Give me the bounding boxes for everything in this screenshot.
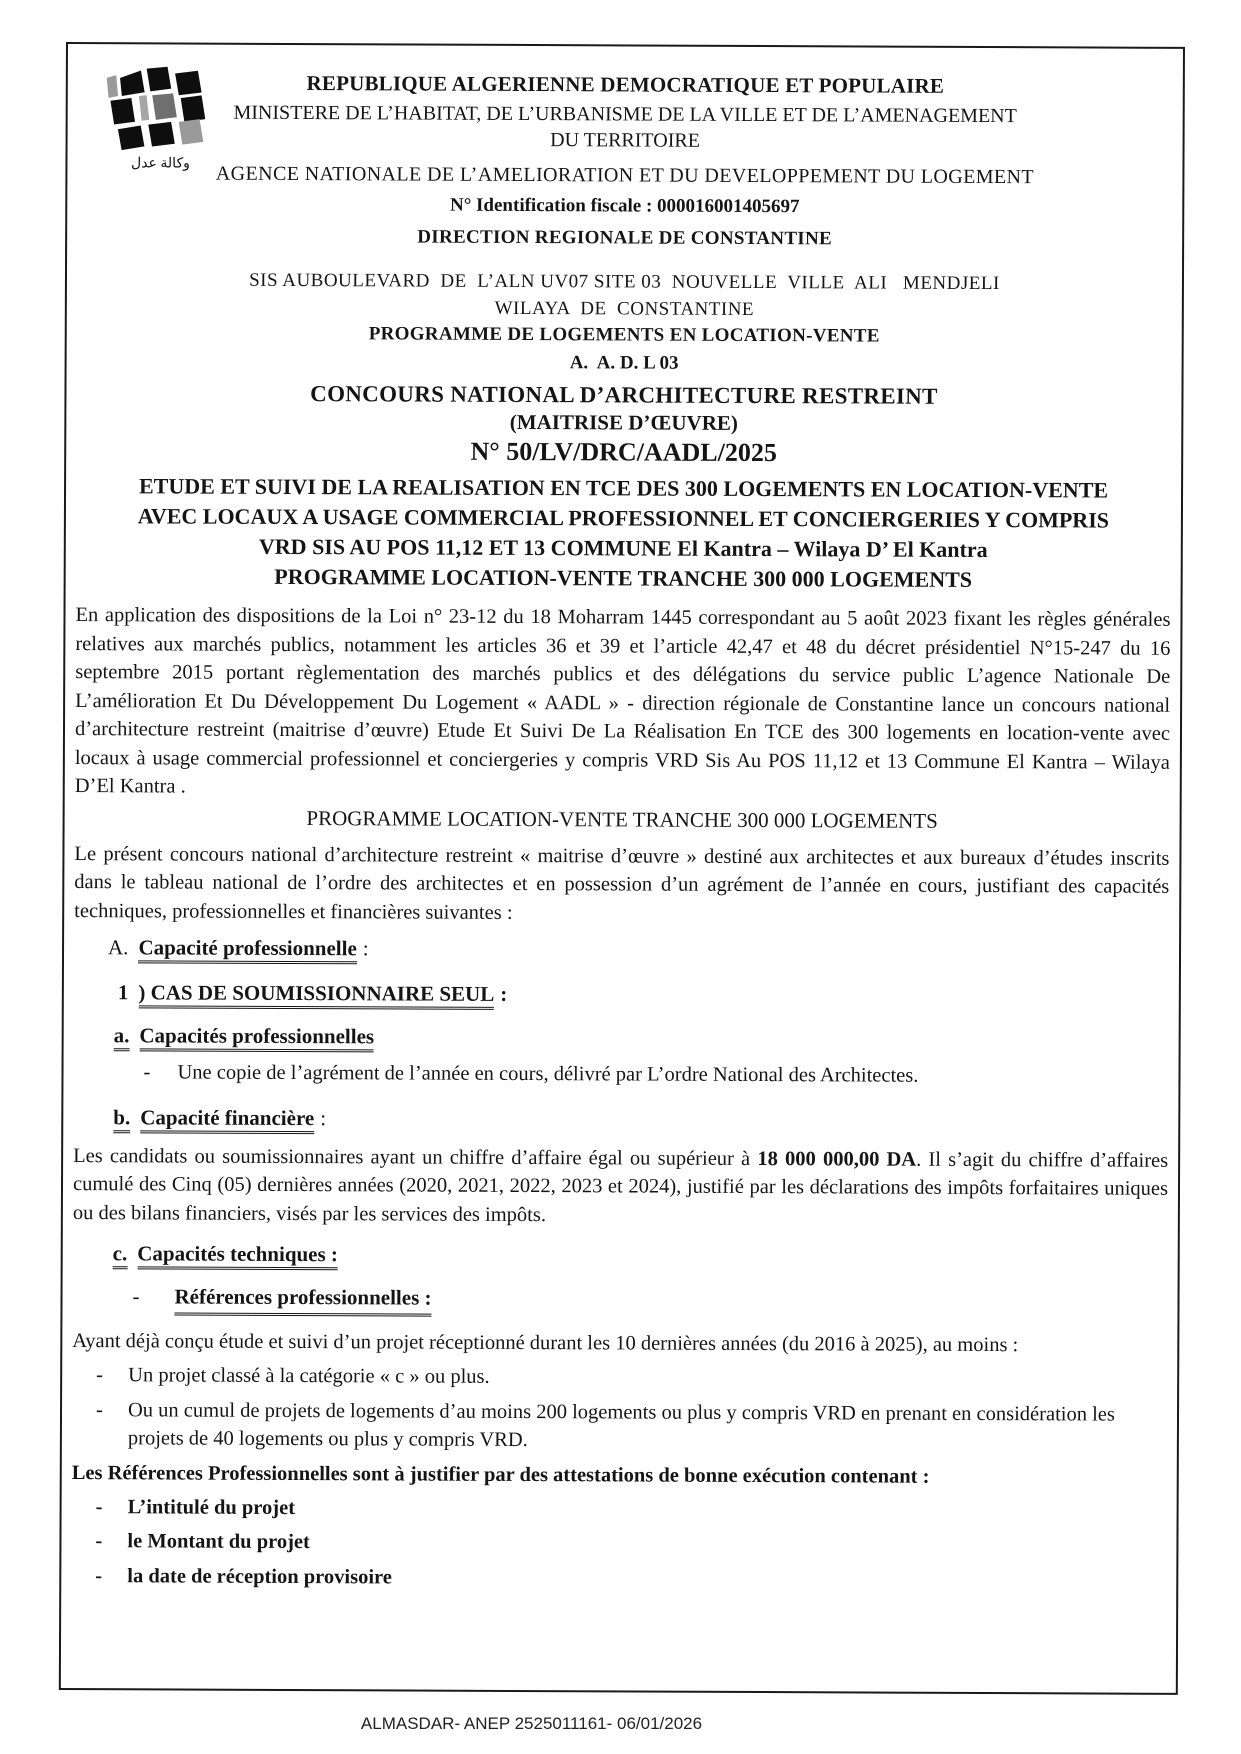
tech-bullet-row bbox=[72, 1396, 1167, 1458]
fin-capacity-heading bbox=[73, 1105, 1168, 1135]
notice-object-line: VRD SIS AU POS 11,12 ET 13 COMMUNE El Kantra – Wilaya D’ El Kantra bbox=[258, 533, 988, 563]
fin-capacity-paragraph bbox=[73, 1142, 1168, 1232]
section-a-title: Capacité professionnelle bbox=[138, 935, 356, 964]
header-ministry-line1: MINISTERE DE L’HABITAT, DE L’URBANISME DE LA VILLE ET DE L’AMENAGEMENT bbox=[233, 101, 1017, 128]
notice-object-line: AVEC LOCAUX A USAGE COMMERCIAL PROFESSIONNEL ET CONCIERGERIES Y COMPRIS bbox=[137, 503, 1110, 533]
references-heading-row bbox=[72, 1282, 1167, 1319]
tech-bullet-row bbox=[72, 1361, 1167, 1394]
aadl-logo-caption: وكالة عدل bbox=[131, 156, 190, 172]
fin-amount: 18 000 000,00 DA bbox=[757, 1147, 917, 1171]
prof-capacity-item-text: Une copie de l’agrément de l’année en cours, délivré par L’ordre National des Architectes. bbox=[177, 1061, 919, 1087]
case-single-prefix: 1 bbox=[117, 980, 129, 1005]
references-heading: Références professionnelles : bbox=[174, 1282, 431, 1316]
aadl-logo-icon bbox=[105, 66, 217, 154]
references-item-text: la date de réception provisoire bbox=[127, 1564, 392, 1588]
fin-capacity-prefix: b. bbox=[113, 1105, 130, 1133]
references-item-text: le Montant du projet bbox=[127, 1530, 310, 1554]
case-single-heading bbox=[74, 980, 1169, 1010]
notice-object-line: ETUDE ET SUIVI DE LA REALISATION EN TCE DES 300 LOGEMENTS EN LOCATION-VENTE bbox=[138, 473, 1109, 503]
notice-subtitle: (MAITRISE D’ŒUVRE) bbox=[509, 409, 738, 435]
references-item-row bbox=[72, 1493, 1167, 1526]
fin-capacity-title: Capacité financière bbox=[140, 1105, 314, 1134]
dash-bullet: - bbox=[132, 1284, 140, 1309]
prof-capacity-title: Capacités professionnelles bbox=[139, 1023, 374, 1052]
references-item-row bbox=[71, 1527, 1166, 1560]
dash-bullet: - bbox=[95, 1495, 103, 1518]
header-aadl-code: A. A. D. L 03 bbox=[569, 352, 679, 374]
dash-bullet: - bbox=[96, 1364, 104, 1387]
dash-bullet: - bbox=[95, 1564, 103, 1587]
dash-bullet: - bbox=[143, 1061, 151, 1084]
header-ministry-line2: DU TERRITOIRE bbox=[550, 129, 701, 152]
tech-capacity-title: Capacités techniques : bbox=[137, 1241, 338, 1270]
aadl-logo bbox=[99, 66, 221, 173]
tech-bullet-text: Ou un cumul de projets de logements d’au moins 200 logements ou plus y compris VRD en prenant en considération les projets de 40 logements ou plus y compris VRD. bbox=[127, 1398, 1115, 1452]
case-single-title: ) CAS DE SOUMISSIONNAIRE SEUL bbox=[138, 980, 494, 1010]
dash-bullet: - bbox=[95, 1530, 103, 1553]
section-a-heading bbox=[74, 935, 1169, 965]
header-regional-direction: DIRECTION REGIONALE DE CONSTANTINE bbox=[417, 226, 833, 250]
tech-intro-paragraph: Ayant déjà conçu étude et suivi d’un projet réceptionné durant les 10 dernières années (du 2016 à 2025), au moins : bbox=[72, 1329, 1019, 1356]
fin-capacity-colon: : bbox=[320, 1105, 327, 1130]
notice-number: N° 50/LV/DRC/AADL/2025 bbox=[470, 436, 777, 468]
tech-bullet-text: Un projet classé à la catégorie « c » ou plus. bbox=[128, 1364, 490, 1388]
presentation-paragraph: Le présent concours national d’architecture restreint « maitrise d’œuvre » destiné aux architectes et aux bureaux d’études inscrits dans le tableau national de l’ordre des architectes et en possession d’un agrément de l’année en cours, justifiant des capacités techniques, professionnelles et financières suivantes : bbox=[74, 842, 1170, 924]
tech-capacity-heading bbox=[73, 1241, 1168, 1271]
header-fiscal-id: N° Identification fiscale : 000016001405697 bbox=[449, 194, 800, 218]
references-item-row bbox=[71, 1562, 1166, 1595]
header-republic: REPUBLIQUE ALGERIENNE DEMOCRATIQUE ET POPULAIRE bbox=[306, 71, 945, 98]
fin-text-before: Les candidats ou soumissionnaires ayant un chiffre d’affaire égal ou supérieur à bbox=[73, 1144, 758, 1170]
header-address-line2: WILAYA DE CONSTANTINE bbox=[494, 297, 755, 321]
header-address-line1: SIS AUBOULEVARD DE L’ALN UV07 SITE 03 NOUVELLE VILLE ALI MENDJELI bbox=[249, 269, 1000, 295]
case-single-colon: : bbox=[500, 981, 508, 1006]
references-item-text: L’intitulé du projet bbox=[127, 1495, 296, 1519]
fin-text-after: . Il s’agit du chiffre d’affaires cumulé des Cinq (05) dernières années (2020, 2021, 2022, 2023 et 2024), justifié par les déclarations des impôts forfaitaires uniques ou des bilans financiers, visés par les services des impôts. bbox=[72, 1148, 1169, 1226]
footer-reference: ALMASDAR- ANEP 2525011161- 06/01/2026 bbox=[360, 1714, 703, 1733]
header-agency: AGENCE NATIONALE DE L’AMELIORATION ET DU DEVELOPPEMENT DU LOGEMENT bbox=[215, 162, 1035, 189]
prof-capacity-item bbox=[73, 1058, 1168, 1091]
prof-capacity-prefix: a. bbox=[114, 1023, 130, 1051]
tech-capacity-prefix: c. bbox=[113, 1241, 128, 1269]
program-tranche-line: PROGRAMME LOCATION-VENTE TRANCHE 300 000 LOGEMENTS bbox=[306, 805, 938, 833]
header-program: PROGRAMME DE LOGEMENTS EN LOCATION-VENTE bbox=[368, 323, 880, 347]
references-statement: Les Références Professionnelles sont à justifier par des attestations de bonne exécution contenant : bbox=[71, 1461, 930, 1488]
notice-object-line: PROGRAMME LOCATION-VENTE TRANCHE 300 000 LOGEMENTS bbox=[274, 563, 973, 592]
section-a-prefix: A. bbox=[107, 935, 129, 960]
prof-capacity-heading bbox=[74, 1023, 1169, 1053]
intro-paragraph: En application des dispositions de la Loi n° 23-12 du 18 Moharram 1445 correspondant au 5 août 2023 fixant les règles générales relatives aux marchés publics, notamment les articles 36 et 39 et l’article 42,47 et 48 du décret présidentiel N°15-247 du 16 septembre 2015 portant règlementation des marchés publics et des délégations du service public L’agence Nationale De L’amélioration Et Du Développement Du Logement « AADL » - direction régionale de Constantine lance un concours national d’architecture restreint (maitrise d’œuvre) Etude Et Suivi De La Réalisation En TCE des 300 logements en location-vente avec locaux à usage commercial professionnel et conciergeries y compris VRD Sis Au POS 11,12 et 13 Commune El Kantra – Wilaya D’El Kantra . bbox=[74, 604, 1171, 798]
dash-bullet: - bbox=[95, 1398, 103, 1421]
notice-object bbox=[76, 471, 1172, 596]
notice-title: CONCOURS NATIONAL D’ARCHITECTURE RESTREINT bbox=[310, 381, 938, 409]
section-a-colon: : bbox=[362, 936, 369, 961]
document-frame bbox=[59, 42, 1185, 1695]
